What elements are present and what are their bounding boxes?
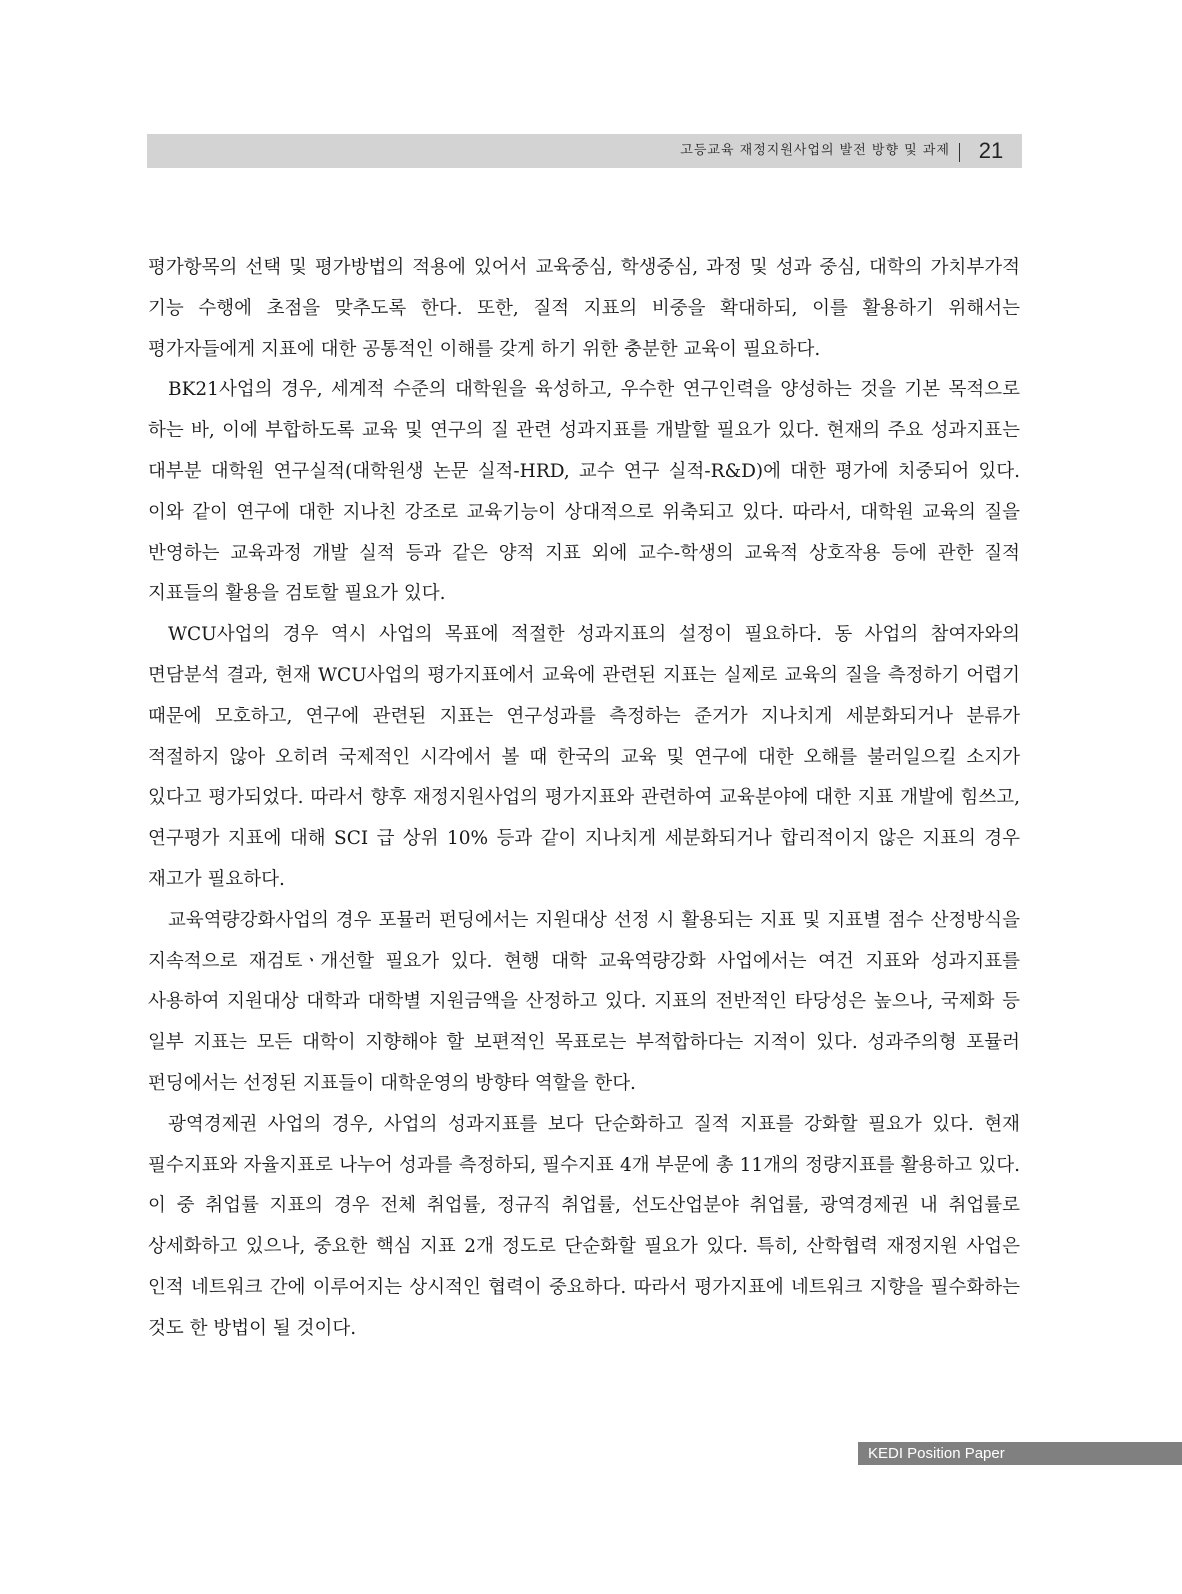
paragraph-wcu: WCU사업의 경우 역시 사업의 목표에 적절한 성과지표의 설정이 필요하다. 동 사업의 참여자와의 면담분석 결과, 현재 WCU사업의 평가지표에서 교육에 관련된 지표는 실제로 교육의 질을 측정하기 어렵기 때문에 모호하고, 연구에 관련된 지표는 연구성과를 측정하는 준거가 지나치게 세분화되거나 분류가 적절하지 않아 오히려 국제적인 시각에서 볼 때 한국의 교육 및 연구에 대한 오해를 불러일으킬 소지가 있다고 평가되었다. 따라서 향후 재정지원사업의 평가지표와 관련하여 교육분야에 대한 지표 개발에 힘쓰고, 연구평가 지표에 대해 SCI 급 상위 10% 등과 같이 지나치게 세분화되거나 합리적이지 않은 지표의 경우 재고가 필요하다. bbox=[148, 624, 1020, 890]
paragraph-regional-economy: 광역경제권 사업의 경우, 사업의 성과지표를 보다 단순화하고 질적 지표를 강화할 필요가 있다. 현재 필수지표와 자율지표로 나누어 성과를 측정하되, 필수지표 4개 부문에 총 11개의 정량지표를 활용하고 있다. 이 중 취업률 지표의 경우 전체 취업률, 정규직 취업률, 선도산업분야 취업률, 광역경제권 내 취업률로 상세화하고 있으나, 중요한 핵심 지표 2개 정도로 단순화할 필요가 있다. 특히, 산학협력 재정지원 사업은 인적 네트워크 간에 이루어지는 상시적인 협력이 중요하다. 따라서 평가지표에 네트워크 지향을 필수화하는 것도 한 방법이 될 것이다. bbox=[148, 1113, 1020, 1339]
paragraph-1: 평가항목의 선택 및 평가방법의 적용에 있어서 교육중심, 학생중심, 과정 및 성과 중심, 대학의 가치부가적 기능 수행에 초점을 맞추도록 한다. 또한, 질적 지표의 비중을 확대하되, 이를 활용하기 위해서는 평가자들에게 지표에 대한 공통적인 이해를 갖게 하기 위한 충분한 교육이 필요하다. bbox=[148, 257, 1020, 360]
paragraph-bk21: BK21사업의 경우, 세계적 수준의 대학원을 육성하고, 우수한 연구인력을 양성하는 것을 기본 목적으로 하는 바, 이에 부합하도록 교육 및 연구의 질 관련 성과지표를 개발할 필요가 있다. 현재의 주요 성과지표는 대부분 대학원 연구실적(대학원생 논문 실적-HRD, 교수 연구 실적-R&D)에 대한 평가에 치중되어 있다. 이와 같이 연구에 대한 지나친 강조로 교육기능이 상대적으로 위축되고 있다. 따라서, 대학원 교육의 질을 반영하는 교육과정 개발 실적 등과 같은 양적 지표 외에 교수-학생의 교육적 상호작용 등에 관한 질적 지표들의 활용을 검토할 필요가 있다. bbox=[148, 379, 1020, 605]
footer-bar bbox=[858, 1442, 1182, 1465]
page-number: 21 bbox=[978, 138, 1004, 163]
paragraph-education-capacity: 교육역량강화사업의 경우 포뮬러 펀딩에서는 지원대상 선정 시 활용되는 지표 및 지표별 점수 산정방식을 지속적으로 재검토ㆍ개선할 필요가 있다. 현행 대학 교육역량강화 사업에서는 여건 지표와 성과지표를 사용하여 지원대상 대학과 대학별 지원금액을 산정하고 있다. 지표의 전반적인 타당성은 높으나, 국제화 등 일부 지표는 모든 대학이 지향해야 할 보편적인 목표로는 부적합하다는 지적이 있다. 성과주의형 포뮬러 펀딩에서는 선정된 지표들이 대학운영의 방향타 역할을 한다. bbox=[148, 909, 1020, 1094]
footer-publication-label: KEDI Position Paper bbox=[868, 1445, 1005, 1462]
body-text bbox=[148, 248, 1020, 1350]
running-header-title: 고등교육 재정지원사업의 발전 방향 및 과제 bbox=[680, 143, 950, 158]
running-header bbox=[147, 134, 1022, 168]
